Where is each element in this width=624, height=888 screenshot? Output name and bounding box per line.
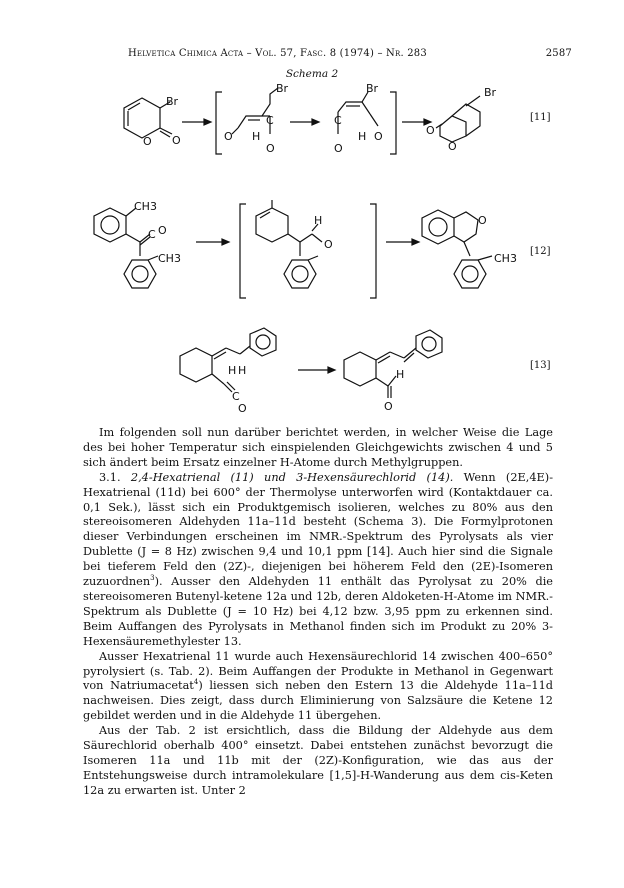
svg-text:Br: Br [484, 86, 497, 99]
svg-text:CH3: CH3 [134, 200, 157, 213]
svg-text:Br: Br [166, 95, 179, 108]
paragraph-3: Ausser Hexatrienal 11 wurde auch Hexensäurechlorid 14 zwischen 400–650° pyrolysiert (s. Tab. 2). Beim Auffangen der Produkte in Methanol in Gegenwart von Natriumacetat$^4$) liessen sich neben den Estern 13 die Aldehyde 11a–11d nachweisen. Dies zeigt, dass durch Eliminierung von Salzsäure die Ketene 12 gebildet werden und in die Aldehyde 11 übergehen. [83, 649, 554, 723]
svg-text:O: O [172, 134, 181, 147]
section-heading: 2,4-Hexatrienal (11) und 3-Hexensäurechlorid (14). [130, 470, 454, 484]
svg-text:C: C [232, 390, 240, 403]
paragraph-4: Aus der Tab. 2 ist ersichtlich, dass die Bildung der Aldehyde aus dem Säurechlorid oberhalb 400° einsetzt. Dabei entstehen zunächst bevorzugt die Isomeren 11a und 11b mit der (2Z)-Konfiguration, wie das aus der Entstehungsweise durch intramolekulare [1,5]-H-Wanderung aus dem cis-Keten 12a zu erwarten ist. Unter 2 [83, 724, 553, 797]
paragraph-2: 3.1. 2,4-Hexatrienal (11) und 3-Hexensäurechlorid (14). Wenn (2E,4E)-Hexatrienal (11d) bei 600° der Thermolyse unterworfen wird (Kontaktdauer ca. 0,1 Sek.), lässt sich ein Produktgemisch isolieren, welches zu 80% aus den stereoisomeren Aldehyden 11a–11d besteht (Schema 3). Die Formylprotonen dieser Verbindungen erscheinen im NMR.-Spektrum des Pyrolysats als vier Dublette (J = 8 Hz) zwischen 9,4 und 10,1 ppm [14]. Auch hier sind die Signale bei tieferem Feld den (2Z)-, diejenigen bei höherem Feld den (2E)-Isomeren zuzuordnen$^3$). Ausser den Aldehyden 11 enthält das Pyrolysat zu 20% die stereoisomeren Butenyl-ketene 12a und 12b, deren Aldoketen-H-Atome im NMR.-Spektrum als Dublette (J = 10 Hz) bei 4,12 bzw. 3,95 ppm zu erkennen sind. Beim Auffangen des Pyrolysats in Methanol finden sich im Produkt zu 20% 3-Hexensäuremethylester 13. [83, 470, 554, 648]
running-header [82, 48, 572, 64]
svg-text:H: H [358, 130, 367, 143]
svg-text:H: H [314, 214, 323, 227]
svg-text:H: H [396, 368, 405, 381]
equation-11-scheme [0, 82, 624, 164]
svg-text:CH3: CH3 [494, 252, 517, 265]
benzene-ring-2 [124, 260, 156, 288]
page-number: 2587 [545, 48, 572, 59]
equation-13-label: [13] [530, 360, 551, 371]
svg-text:C: C [266, 114, 274, 127]
svg-text:O: O [334, 142, 343, 155]
svg-text:H: H [238, 364, 247, 377]
footnote-ref-4[interactable]: 4 [193, 678, 199, 687]
svg-text:O: O [384, 400, 393, 413]
paragraph-1: Im folgenden soll nun darüber berichtet werden, in welcher Weise die Lage des bei hoher Temperatur sich einspielenden Gleichgewichts zwischen 4 und 5 sich ändert beim Ersatz einzelner H-Atome durch Methylgruppen. [83, 426, 553, 469]
schema-title: Schema 2 [285, 68, 339, 80]
svg-text:CH3: CH3 [158, 252, 181, 265]
svg-text:Br: Br [276, 82, 289, 95]
svg-text:O: O [266, 142, 275, 155]
equation-11-atoms [143, 82, 497, 155]
pyranone-ring [124, 98, 160, 138]
equation-11-label: [11] [530, 112, 551, 123]
svg-text:O: O [448, 140, 457, 153]
svg-text:O: O [478, 214, 487, 227]
svg-text:O: O [224, 130, 233, 143]
equation-13-atoms [228, 364, 404, 415]
svg-text:C: C [148, 228, 156, 241]
benzene-ring-1 [94, 208, 126, 242]
svg-text:C: C [334, 114, 342, 127]
body-text [83, 426, 553, 799]
equation-12-atoms [134, 200, 517, 265]
svg-text:O: O [238, 402, 247, 415]
svg-text:O: O [324, 238, 333, 251]
svg-text:H: H [228, 364, 237, 377]
svg-text:O: O [426, 124, 435, 137]
equation-12-label: [12] [530, 246, 551, 257]
svg-text:H: H [252, 130, 261, 143]
journal-title: Helvetica Chimica Acta – Vol. 57, Fasc. 8 (1974) – Nr. 283 [128, 48, 427, 59]
footnote-ref-3[interactable]: 3 [150, 574, 155, 583]
svg-text:Br: Br [366, 82, 379, 95]
svg-text:O: O [143, 135, 152, 148]
svg-text:O: O [374, 130, 383, 143]
equation-13-scheme [0, 326, 624, 416]
svg-text:O: O [158, 224, 167, 237]
